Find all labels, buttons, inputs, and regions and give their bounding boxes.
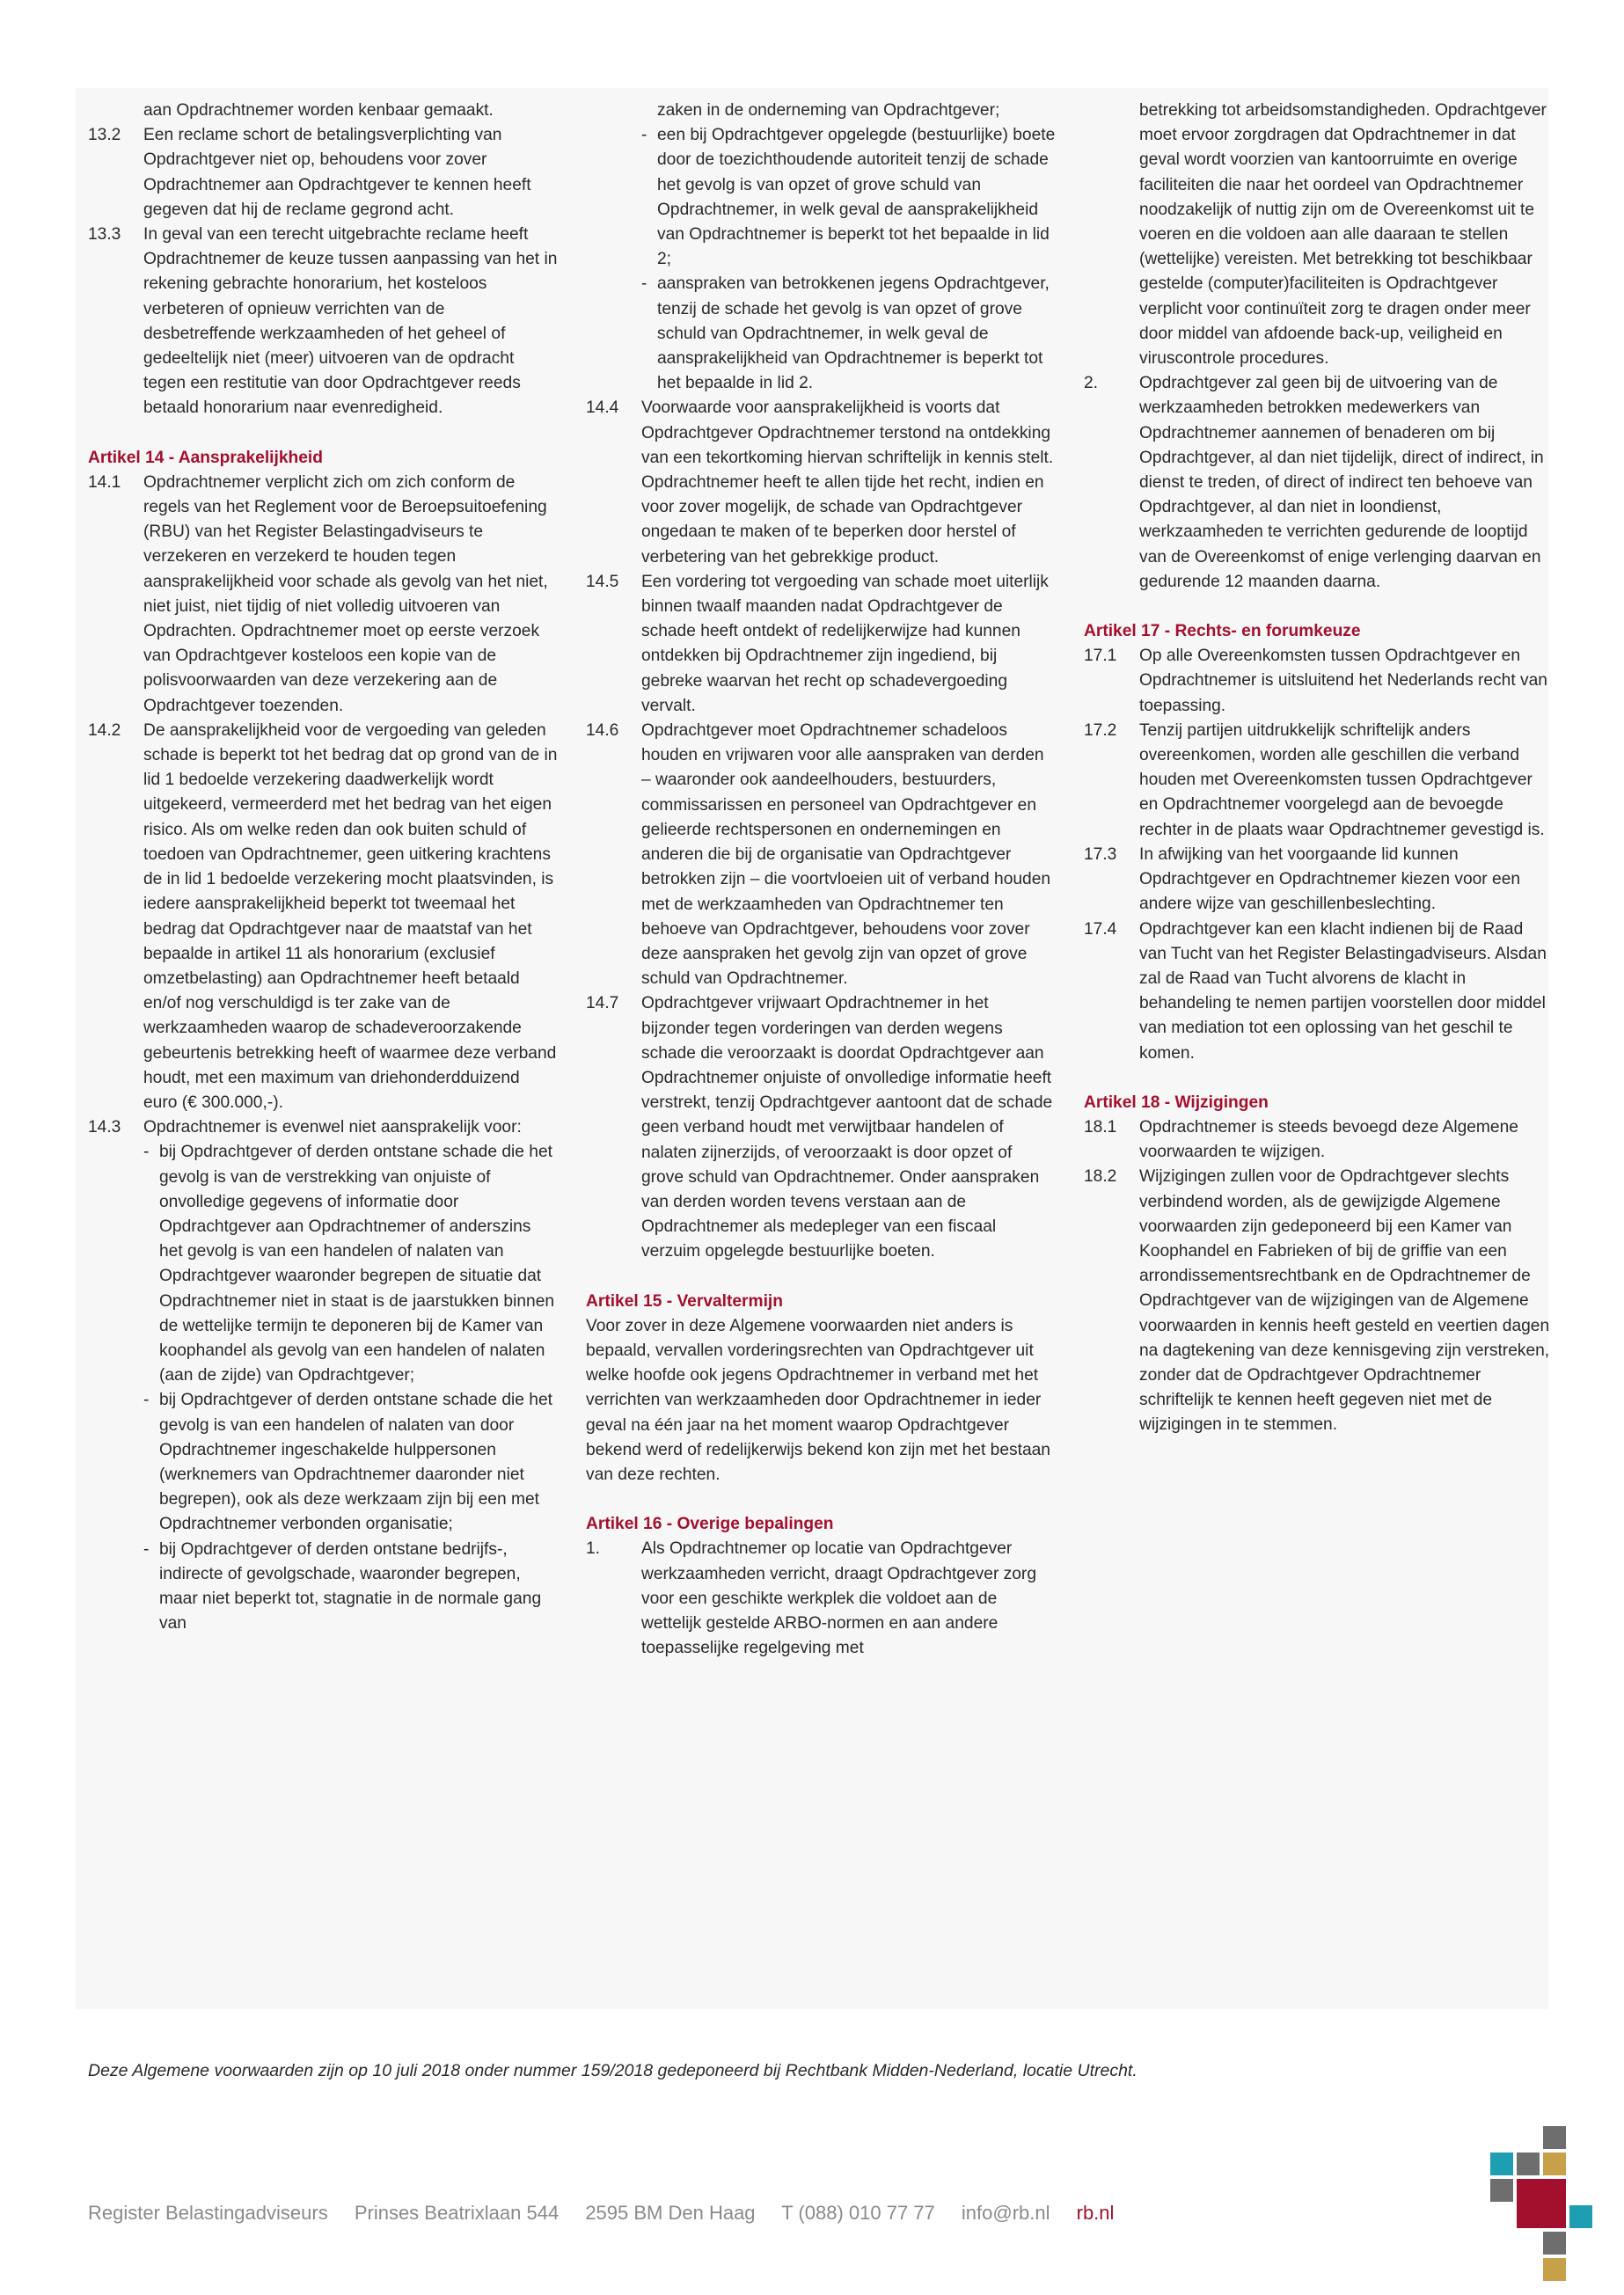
sub-clause-item	[586, 272, 1056, 396]
clause-item	[586, 1537, 1056, 1661]
clause-item	[88, 471, 558, 719]
footer-phone: T (088) 010 77 77	[781, 2202, 935, 2224]
page-footer	[88, 2202, 1114, 2225]
clause-continuation: aan Opdrachtnemer worden kenbaar gemaakt.	[143, 101, 494, 120]
clause-item	[1084, 644, 1554, 719]
footer-address: Prinses Beatrixlaan 544	[354, 2202, 560, 2224]
logo-square	[1543, 2258, 1566, 2281]
clause-number: 14.3	[88, 1118, 121, 1137]
logo-square	[1517, 2179, 1566, 2228]
article-heading: Artikel 18 - Wijzigingen	[1084, 1093, 1269, 1112]
sub-clause-item	[88, 1140, 558, 1388]
dash-bullet-icon: -	[143, 1539, 150, 1559]
dash-bullet-icon: -	[143, 1391, 150, 1410]
clause-item	[1084, 1115, 1554, 1165]
clause-item	[88, 123, 558, 223]
article-paragraph: Voor zover in deze Algemene voorwaarden niet anders is bepaald, vervallen vorderingsrechten van Opdrachtgever uit welke hoofde ook jegens Opdrachtnemer in verband met het verrichten van werkzaamheden door Opdrachtnemer in ieder geval na één jaar na het moment waarop Opdrachtgever bekend werd of redelijkerwijs bekend kon zijn met het bestaan van deze rechten.	[586, 1316, 1050, 1484]
article-heading: Artikel 16 - Overige bepalingen	[586, 1515, 834, 1534]
dash-bullet-icon: -	[641, 274, 647, 294]
clause-text: Opdrachtgever zal geen bij de uitvoering van de werkzaamheden betrokken medewerkers van Opdrachtnemer aannemen of benaderen om bij Opdrachtgever, al dan niet tijdelijk, direct of indirect, in dienst te treden, of direct of indirect ten behoeve van Opdrachtgever, al dan niet in loondienst, werkzaamheden te verrichten gedurende de looptijd van de Overeenkomst of enige verlenging daarvan en gedurende 12 maanden daarna.	[1139, 374, 1544, 591]
clause-text: De aansprakelijkheid voor de vergoeding van geleden schade is beperkt tot het bedrag dat op grond van de in lid 1 bedoelde verzekering daadwerkelijk wordt uitgekeerd, vermeerderd met het bedrag van het eigen risico. Als om welke reden dan ook buiten schuld of toedoen van Opdrachtnemer, geen uitkering krachtens de in lid 1 bedoelde verzekering mocht plaatsvinden, is iedere aansprakelijkheid beperkt tot tweemaal het bedrag dat Opdrachtgever naar de maatstaf van het bepaalde in artikel 11 als honorarium (exclusief omzetbelasting) aan Opdrachtnemer heeft betaald en/of nog verschuldigd is ter zake van de werkzaamheden waarop de schadeveroorzakende gebeurtenis betrekking heeft of waarmee deze verband houdt, met een maximum van driehonderdduizend euro (€ 300.000,-).	[143, 720, 558, 1112]
clause-text: Opdrachtnemer is evenwel niet aansprakelijk voor:	[143, 1118, 522, 1137]
clause-text: Wijzigingen zullen voor de Opdrachtgever slechts verbindend worden, als de gewijzigde Algemene voorwaarden zijn gedeponeerd bij een Kamer van Koophandel en Fabrieken of bij de griffie van een arrondissementsrechtbank en de Opdrachtnemer de Opdrachtgever van de wijzigingen van de Algemene voorwaarden in kennis heeft gesteld en veertien dagen na dagtekening van deze kennisgeving zijn verstreken, zonder dat de Opdrachtgever Opdrachtnemer schriftelijk te kennen heeft gegeven niet met de wijzigingen in te stemmen.	[1139, 1167, 1550, 1435]
clause-continuation: betrekking tot arbeidsomstandigheden. Opdrachtgever moet ervoor zorgdragen dat Opdrachtnemer in dat geval wordt voorzien van kantoorruimte en overige faciliteiten die naar het oordeel van Opdrachtnemer noodzakelijk of nuttig zijn om de Overeenkomst uit te voeren en die voldoen aan alle daaraan te stellen (wettelijke) vereisten. Met betrekking tot beschikbaar gestelde (computer)faciliteiten is Opdrachtgever verplicht voor continuïteit zorg te dragen onder meer door middel van afdoende back-up, veiligheid en viruscontrole procedures.	[1139, 101, 1547, 369]
clause-number: 18.1	[1084, 1117, 1117, 1137]
clause-number: 14.2	[88, 720, 121, 740]
sub-clause-item	[88, 1538, 558, 1637]
clause-item	[1084, 843, 1554, 917]
article-heading: Artikel 14 - Aansprakelijkheid	[88, 448, 323, 467]
clause-number: 14.6	[586, 721, 619, 741]
clause-text: Op alle Overeenkomsten tussen Opdrachtgever en Opdrachtnemer is uitsluitend het Nederlands recht van toepassing.	[1139, 647, 1547, 715]
logo-square	[1543, 2152, 1566, 2175]
clause-text: Opdrachtgever moet Opdrachtnemer schadeloos houden en vrijwaren voor alle aanspraken van derden – waaronder ook aandeelhouders, bestuurders, commissarissen en personeel van Opdrachtgever en gelieerde rechtspersonen en ondernemingen en anderen die bij de organisatie van Opdrachtgever betrokken zijn – die voortvloeien uit of verband houden met de werkzaamheden van Opdrachtnemer ten behoeve van Opdrachtgever, behoudens voor zover deze aanspraken het gevolg zijn van opzet of grove schuld van Opdrachtnemer.	[641, 721, 1051, 989]
clause-item	[88, 719, 558, 1115]
column-3	[1084, 99, 1554, 1438]
article-heading: Artikel 17 - Rechts- en forumkeuze	[1084, 622, 1361, 641]
sub-clause-text: aanspraken van betrokkenen jegens Opdrachtgever, tenzij de schade het gevolg is van opzet of grove schuld van Opdrachtnemer, in welk geval de aansprakelijkheid van Opdrachtnemer is beperkt tot het bepaalde in lid 2.	[657, 274, 1050, 393]
clause-text: Voorwaarde voor aansprakelijkheid is voorts dat Opdrachtgever Opdrachtnemer terstond na ontdekking van een tekortkoming hiervan schriftelijk in kennis stelt. Opdrachtnemer heeft te allen tijde het recht, indien en voor zover mogelijk, de schade van Opdrachtgever ongedaan te maken of te beperken door herstel of verbetering van het gebrekkige product.	[641, 398, 1054, 566]
sub-clause-item	[586, 123, 1056, 272]
deposit-footnote: Deze Algemene voorwaarden zijn op 10 juli 2018 onder nummer 159/2018 gedeponeerd bij Rechtbank Midden-Nederland, locatie Utrecht.	[88, 2061, 1138, 2080]
clause-number: 14.4	[586, 398, 619, 418]
logo-square	[1490, 2152, 1513, 2175]
clause-number: 17.2	[1084, 720, 1117, 740]
clause-text: Een vordering tot vergoeding van schade moet uiterlijk binnen twaalf maanden nadat Opdrachtgever de schade heeft ontdekt of redelijkerwijze had kunnen ontdekken bij Opdrachtnemer zijn ingediend, bij gebreke waarvan het recht op schadevergoeding vervalt.	[641, 572, 1049, 715]
clause-item	[1084, 371, 1554, 595]
logo-square	[1543, 2232, 1566, 2255]
sub-clause-text: een bij Opdrachtgever opgelegde (bestuurlijke) boete door de toezichthoudende autoriteit tenzij de schade het gevolg is van opzet of grove schuld van Opdrachtnemer, in welk geval de aansprakelijkheid van Opdrachtnemer is beperkt tot het bepaalde in lid 2;	[657, 126, 1056, 269]
clause-item	[1084, 1165, 1554, 1437]
footer-city: 2595 BM Den Haag	[585, 2202, 756, 2224]
clause-number: 1.	[586, 1539, 601, 1559]
clause-number: 2.	[1084, 374, 1099, 393]
sub-clause-text: bij Opdrachtgever of derden ontstane schade die het gevolg is van een handelen of nalaten van door Opdrachtnemer ingeschakelde hulppersonen (werknemers van Opdrachtnemer daaronder niet begrepen), ook als deze werkzaam zijn bij een met Opdrachtnemer verbonden organisatie;	[159, 1391, 552, 1534]
clause-number: 17.3	[1084, 844, 1117, 864]
clause-text: Tenzij partijen uitdrukkelijk schriftelijk anders overeenkomen, worden alle geschillen die verband houden met Overeenkomsten tussen Opdrachtgever en Opdrachtnemer voorgelegd aan de bevoegde rechter in de plaats waar Opdrachtnemer gevestigd is.	[1139, 720, 1545, 839]
clause-text: In geval van een terecht uitgebrachte reclame heeft Opdrachtnemer de keuze tussen aanpassing van het in rekening gebrachte honorarium, het kosteloos verbeteren of opnieuw verrichten van de desbetreffende werkzaamheden of het geheel of gedeeltelijk niet (meer) uitvoeren van de opdracht tegen een restitutie van door Opdrachtgever reeds betaald honorarium naar evenredigheid.	[143, 225, 558, 418]
clause-text: Opdrachtnemer verplicht zich om zich conform de regels van het Reglement voor de Beroepsuitoefening (RBU) van het Register Belastingadviseurs te verzekeren en verzekerd te houden tegen aansprakelijkheid voor schade als gevolg van het niet, niet juist, niet tijdig of niet volledig uitvoeren van Opdrachten. Opdrachtnemer moet op eerste verzoek van Opdrachtgever kosteloos een kopie van de polisvoorwaarden van deze verzekering aan de Opdrachtgever toezenden.	[143, 472, 548, 715]
sub-clause-text: bij Opdrachtgever of derden ontstane schade die het gevolg is van de verstrekking van onjuiste of onvolledige gegevens of informatie door Opdrachtgever aan Opdrachtnemer of anderszins het gevolg is van een handelen of nalaten van Opdrachtgever waaronder begrepen de situatie dat Opdrachtnemer niet in staat is de jaarstukken binnen de wettelijke termijn te deponeren bij de Kamer van koophandel als gevolg van een handelen of nalaten (aan de zijde) van Opdrachtgever;	[159, 1143, 555, 1385]
clause-item	[586, 991, 1056, 1264]
clause-number: 14.7	[586, 994, 619, 1013]
dash-bullet-icon: -	[143, 1143, 150, 1162]
clause-text: In afwijking van het voorgaande lid kunnen Opdrachtgever en Opdrachtnemer kiezen voor een andere wijze van geschillenbeslechting.	[1139, 844, 1521, 914]
rb-logo-icon	[1490, 2126, 1596, 2291]
clause-item	[1084, 719, 1554, 843]
dash-bullet-icon: -	[641, 126, 647, 145]
clause-item	[586, 719, 1056, 991]
clause-number: 14.1	[88, 472, 121, 492]
clause-item	[1084, 917, 1554, 1066]
clause-item	[586, 570, 1056, 719]
logo-square	[1517, 2152, 1540, 2175]
column-1	[88, 99, 558, 1636]
clause-number: 14.5	[586, 572, 619, 591]
logo-square	[1490, 2179, 1513, 2202]
footer-email[interactable]: info@rb.nl	[961, 2202, 1050, 2224]
sub-clause-continuation: zaken in de onderneming van Opdrachtgever;	[657, 101, 1000, 120]
logo-square	[1543, 2126, 1566, 2149]
clause-number: 13.2	[88, 126, 121, 145]
clause-text: Opdrachtgever kan een klacht indienen bij de Raad van Tucht van het Register Belastingadviseurs. Alsdan zal de Raad van Tucht alvorens de klacht in behandeling te nemen partijen voorstellen door middel van mediation tot een oplossing van het geschil te komen.	[1139, 919, 1547, 1063]
clause-text: Als Opdrachtnemer op locatie van Opdrachtgever werkzaamheden verricht, draagt Opdrachtgever zorg voor een geschikte werkplek die voldoet aan de wettelijk gestelde ARBO-normen en aan andere toepasselijke regelgeving met	[641, 1539, 1036, 1658]
clause-number: 18.2	[1084, 1167, 1117, 1187]
clause-text: Een reclame schort de betalingsverplichting van Opdrachtgever niet op, behoudens voor zover Opdrachtnemer aan Opdrachtgever te kennen heeft gegeven dat hij de reclame gegrond acht.	[143, 126, 531, 219]
clause-item	[586, 396, 1056, 569]
sub-clause-item	[88, 1388, 558, 1537]
sub-clause-text: bij Opdrachtgever of derden ontstane bedrijfs-, indirecte of gevolgschade, waaronder begrepen, maar niet beperkt tot, stagnatie in de normale gang van	[159, 1539, 542, 1634]
clause-number: 17.1	[1084, 647, 1117, 666]
column-2	[586, 99, 1056, 1661]
clause-item	[88, 223, 558, 421]
article-heading: Artikel 15 - Vervaltermijn	[586, 1291, 783, 1311]
footer-org: Register Belastingadviseurs	[88, 2202, 328, 2224]
footer-website-link[interactable]: rb.nl	[1076, 2202, 1115, 2224]
clause-item	[88, 1115, 558, 1140]
clause-text: Opdrachtgever vrijwaart Opdrachtnemer in het bijzonder tegen vorderingen van derden wegens schade die veroorzaakt is doordat Opdrachtgever aan Opdrachtnemer onjuiste of onvolledige informatie heeft verstrekt, tenzij Opdrachtgever aantoont dat de schade geen verband houdt met verwijtbaar handelen of nalaten zijnerzijds, of veroorzaakt is door opzet of grove schuld van Opdrachtnemer. Onder aanspraken van derden worden tevens verstaan aan de Opdrachtnemer als medepleger van een fiscaal verzuim opgelegde bestuurlijke boeten.	[641, 994, 1053, 1261]
logo-square	[1569, 2205, 1592, 2228]
clause-text: Opdrachtnemer is steeds bevoegd deze Algemene voorwaarden te wijzigen.	[1139, 1117, 1518, 1162]
clause-number: 13.3	[88, 225, 121, 245]
clause-number: 17.4	[1084, 919, 1117, 939]
